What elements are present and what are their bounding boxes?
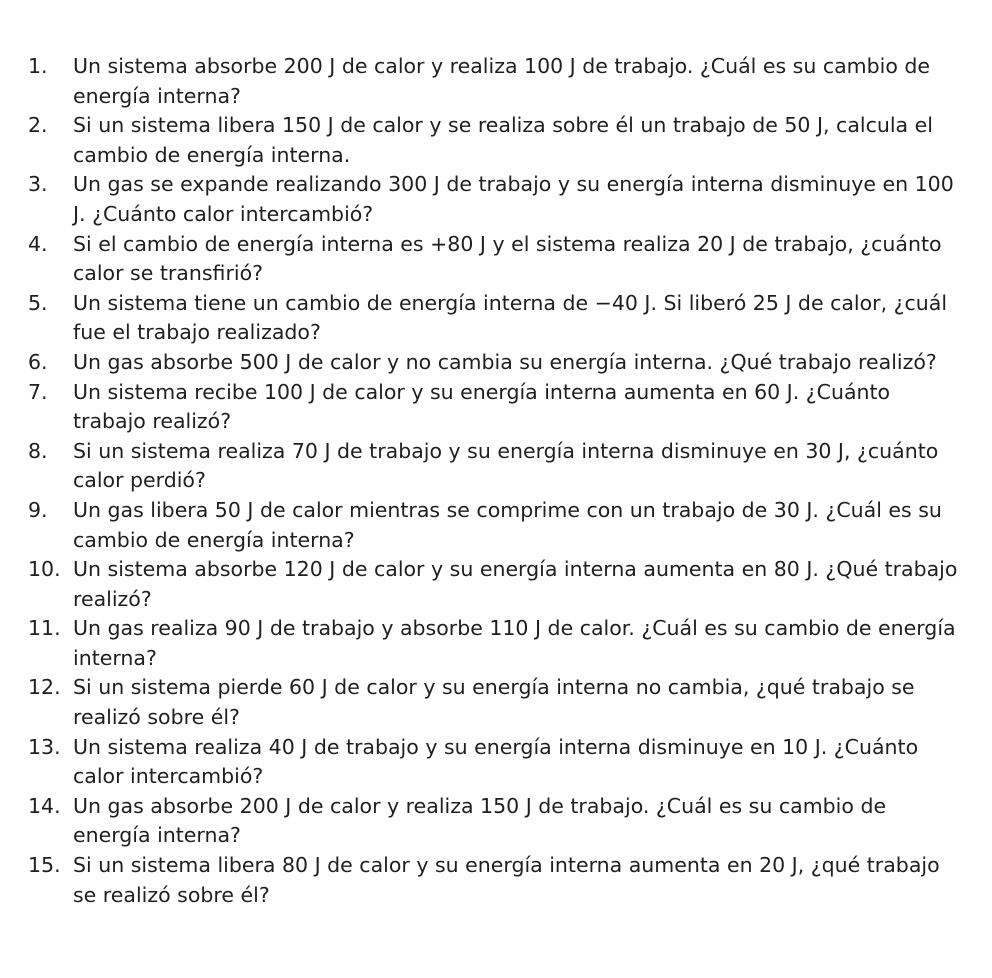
problem-text: Si un sistema pierde 60 J de calor y su energía interna no cambia, ¿qué trabajo se realizó sobre él? [73, 675, 915, 730]
problem-text: Un gas absorbe 500 J de calor y no cambia su energía interna. ¿Qué trabajo realizó? [73, 349, 937, 374]
problem-number: 9. [28, 497, 48, 522]
problem-item [28, 673, 958, 732]
problem-item [28, 52, 958, 111]
problem-number: 5. [28, 290, 48, 315]
problem-number: 1. [28, 54, 48, 78]
problem-item [28, 170, 958, 229]
problem-item [28, 111, 958, 170]
problem-text: Si un sistema realiza 70 J de trabajo y su energía interna disminuye en 30 J, ¿cuánto calor perdió? [73, 438, 939, 493]
problem-text: Un gas libera 50 J de calor mientras se comprime con un trabajo de 30 J. ¿Cuál es su cambio de energía interna? [73, 497, 942, 552]
problem-item [28, 555, 958, 614]
problem-text: Un sistema absorbe 200 J de calor y realiza 100 J de trabajo. ¿Cuál es su cambio de energía interna? [73, 54, 931, 108]
problem-number: 13. [28, 734, 61, 759]
problem-item [28, 378, 958, 437]
problem-item [28, 289, 958, 348]
problem-item [28, 348, 958, 378]
problem-text: Si el cambio de energía interna es +80 J y el sistema realiza 20 J de trabajo, ¿cuánto calor se transfirió? [73, 231, 942, 286]
problem-text: Un sistema realiza 40 J de trabajo y su energía interna disminuye en 10 J. ¿Cuánto calor intercambió? [73, 734, 919, 789]
problem-item [28, 230, 958, 289]
problem-item [28, 792, 958, 851]
problem-text: Un gas realiza 90 J de trabajo y absorbe 110 J de calor. ¿Cuál es su cambio de energía interna? [73, 616, 956, 670]
problem-number: 14. [28, 793, 61, 818]
problem-text: Un sistema absorbe 120 J de calor y su energía interna aumenta en 80 J. ¿Qué trabajo realizó? [73, 557, 958, 611]
problem-text: Un sistema tiene un cambio de energía interna de −40 J. Si liberó 25 J de calor, ¿cuál fue el trabajo realizado? [73, 290, 948, 345]
problem-text: Un sistema recibe 100 J de calor y su energía interna aumenta en 60 J. ¿Cuánto trabajo realizó? [73, 379, 891, 434]
problem-number: 4. [28, 231, 48, 256]
problem-item [28, 851, 958, 910]
problem-text: Un gas se expande realizando 300 J de trabajo y su energía interna disminuye en 100 J. ¿Cuánto calor intercambió? [73, 172, 954, 226]
problem-text: Un gas absorbe 200 J de calor y realiza 150 J de trabajo. ¿Cuál es su cambio de energía interna? [73, 793, 887, 848]
problem-number: 2. [28, 113, 48, 138]
problem-number: 11. [28, 616, 61, 641]
problem-item [28, 733, 958, 792]
problem-number: 8. [28, 438, 48, 463]
problem-item [28, 614, 958, 673]
problem-text: Si un sistema libera 150 J de calor y se realiza sobre él un trabajo de 50 J, calcula el cambio de energía interna. [73, 113, 933, 167]
problem-number: 3. [28, 172, 48, 197]
problem-number: 7. [28, 379, 48, 404]
problem-item [28, 496, 958, 555]
problem-text: Si un sistema libera 80 J de calor y su energía interna aumenta en 20 J, ¿qué trabajo se realizó sobre él? [73, 853, 940, 907]
problem-number: 6. [28, 349, 48, 374]
problem-number: 12. [28, 675, 61, 700]
problem-item [28, 437, 958, 496]
problem-list [28, 52, 958, 910]
problem-number: 10. [28, 557, 61, 582]
problem-number: 15. [28, 853, 61, 878]
